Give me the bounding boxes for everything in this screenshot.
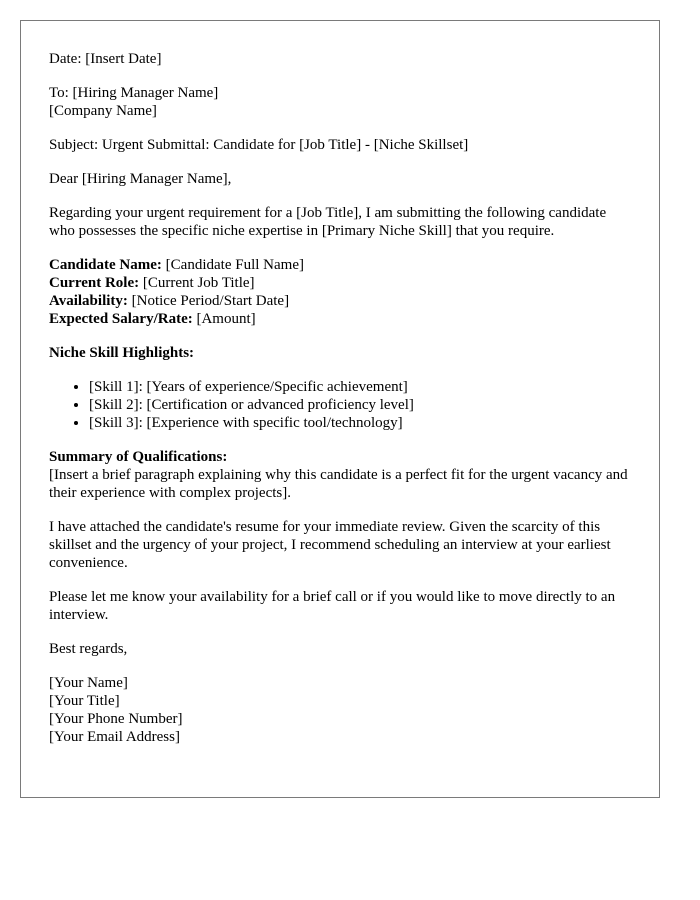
availability-paragraph: Please let me know your availability for a brief call or if you would like to move directly to an interview.	[49, 589, 616, 623]
skill-item: • [Skill 3]: [Experience with specific tool/technology]	[89, 414, 631, 432]
salary-value: [Amount]	[192, 311, 256, 327]
recipient-name: To: [Hiring Manager Name]	[49, 85, 219, 101]
current-role-value: [Current Job Title]	[139, 275, 255, 291]
candidate-name-value: [Candidate Full Name]	[161, 257, 304, 273]
skills-heading: Niche Skill Highlights:	[49, 345, 195, 361]
salary-label: Expected Salary/Rate:	[49, 311, 193, 327]
current-role-row	[49, 274, 631, 292]
skill-item: • [Skill 2]: [Certification or advanced proficiency level]	[89, 396, 631, 414]
summary-text: [Insert a brief paragraph explaining why this candidate is a perfect fit for the urgent vacancy and their experience with complex projects].	[49, 467, 628, 501]
letter-date: Date: [Insert Date]	[49, 51, 162, 67]
signature-phone: [Your Phone Number]	[49, 711, 183, 727]
signature-block	[49, 674, 631, 746]
letter-salutation: Dear [Hiring Manager Name],	[49, 171, 232, 187]
summary-heading: Summary of Qualifications:	[49, 449, 228, 465]
availability-row	[49, 292, 631, 310]
salary-row	[49, 310, 631, 328]
skills-list	[49, 378, 631, 432]
current-role-label: Current Role:	[49, 275, 140, 291]
signature-name: [Your Name]	[49, 675, 128, 691]
intro-paragraph: Regarding your urgent requirement for a [Job Title], I am submitting the following candidate who possesses the specific niche expertise in [Primary Niche Skill] that you require.	[49, 205, 607, 239]
recipient-block	[49, 84, 631, 120]
letter-subject: Subject: Urgent Submittal: Candidate for [Job Title] - [Niche Skillset]	[49, 137, 469, 153]
summary-section	[49, 448, 631, 502]
candidate-name-row	[49, 256, 631, 274]
attachment-paragraph: I have attached the candidate's resume for your immediate review. Given the scarcity of this skillset and the urgency of your project, I recommend scheduling an interview at your earliest convenience.	[49, 519, 611, 571]
availability-value: [Notice Period/Start Date]	[127, 293, 290, 309]
candidate-details	[49, 256, 631, 328]
signature-email: [Your Email Address]	[49, 729, 180, 745]
letter-closing: Best regards,	[49, 641, 128, 657]
recipient-company: [Company Name]	[49, 103, 157, 119]
letter-document	[20, 20, 660, 798]
availability-label: Availability:	[49, 293, 128, 309]
signature-title: [Your Title]	[49, 693, 120, 709]
skill-item: • [Skill 1]: [Years of experience/Specific achievement]	[89, 378, 631, 396]
candidate-name-label: Candidate Name:	[49, 257, 162, 273]
